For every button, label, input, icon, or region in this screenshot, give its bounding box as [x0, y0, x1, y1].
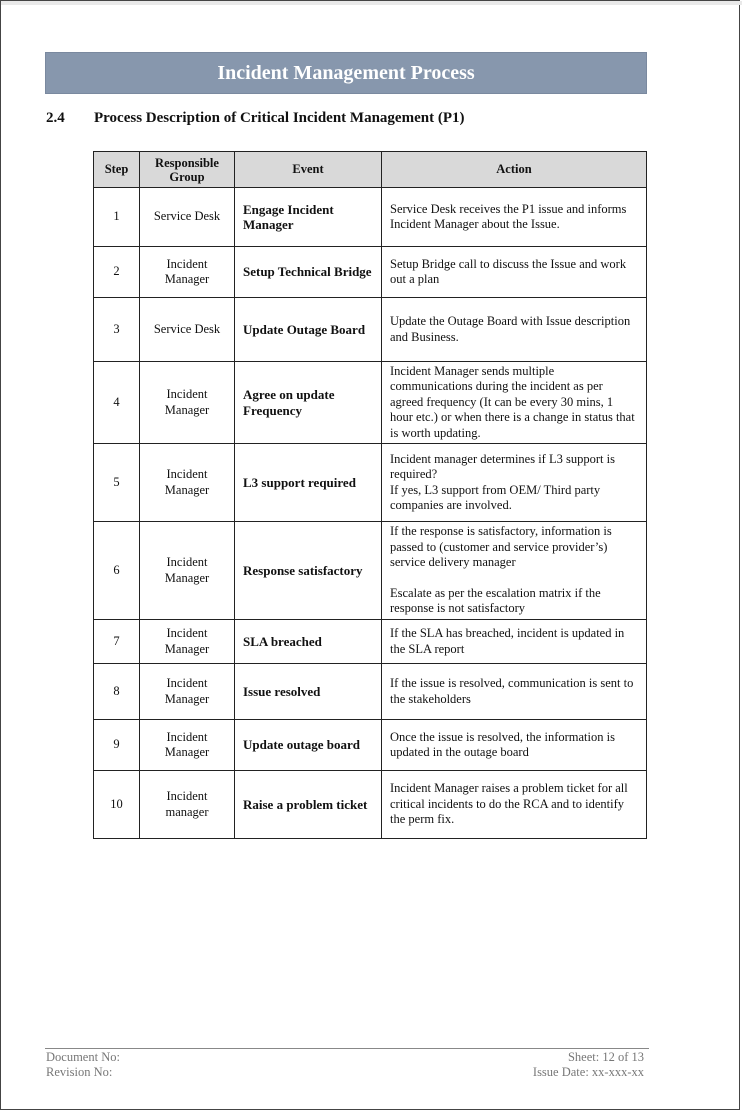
action-cell: [382, 522, 647, 620]
event-cell: L3 support required: [235, 444, 382, 522]
action-paragraph: If the SLA has breached, incident is updated in the SLA report: [390, 626, 625, 656]
action-paragraph: Incident Manager sends multiple communications during the incident as per agreed frequency (It can be every 30 mins, 1 hour etc.) or when there is a change in status that is worth updating.: [390, 363, 635, 440]
event-cell: Setup Technical Bridge: [235, 247, 382, 298]
step-cell: 8: [94, 664, 140, 720]
action-paragraph-gap: [390, 571, 638, 586]
responsible-group-cell: Incident Manager: [140, 444, 235, 522]
responsible-group-cell: Incident manager: [140, 771, 235, 839]
responsible-group-cell: Service Desk: [140, 298, 235, 362]
action-cell: [382, 362, 647, 444]
action-paragraph: If yes, L3 support from OEM/ Third party companies are involved.: [390, 482, 601, 512]
column-header-group: Responsible Group: [140, 152, 235, 188]
revision-number-label: Revision No:: [46, 1065, 113, 1079]
action-cell: [382, 247, 647, 298]
table-row: [94, 522, 647, 620]
responsible-group-cell: Incident Manager: [140, 247, 235, 298]
event-cell: Agree on update Frequency: [235, 362, 382, 444]
responsible-group-cell: Incident Manager: [140, 620, 235, 664]
event-cell: Response satisfactory: [235, 522, 382, 620]
table-row: [94, 664, 647, 720]
action-paragraph: If the response is satisfactory, information is passed to (customer and service provider’s) service delivery manager: [390, 524, 612, 570]
action-paragraph: Once the issue is resolved, the information is updated in the outage board: [390, 729, 615, 759]
step-cell: 2: [94, 247, 140, 298]
document-number-label: Document No:: [46, 1050, 120, 1064]
action-cell: [382, 664, 647, 720]
table-row: [94, 298, 647, 362]
action-paragraph: Incident manager determines if L3 support is required?: [390, 451, 615, 481]
action-cell: [382, 720, 647, 771]
page-top-strip: [1, 1, 742, 5]
responsible-group-cell: Incident Manager: [140, 720, 235, 771]
action-paragraph: Escalate as per the escalation matrix if the response is not satisfactory: [390, 585, 601, 616]
action-paragraph: Service Desk receives the P1 issue and informs Incident Manager about the Issue.: [390, 201, 627, 231]
action-paragraph: Setup Bridge call to discuss the Issue and work out a plan: [390, 256, 627, 286]
event-cell: Update outage board: [235, 720, 382, 771]
action-paragraph: If the issue is resolved, communication is sent to the stakeholders: [390, 676, 634, 706]
table-row: [94, 362, 647, 444]
event-cell: Raise a problem ticket: [235, 771, 382, 839]
column-header-step: Step: [94, 152, 140, 188]
action-cell: [382, 620, 647, 664]
responsible-group-cell: Incident Manager: [140, 522, 235, 620]
sheet-number: Sheet: 12 of 13: [567, 1050, 644, 1064]
responsible-group-cell: Service Desk: [140, 188, 235, 247]
table-row: [94, 247, 647, 298]
event-cell: Update Outage Board: [235, 298, 382, 362]
footer-divider: [45, 1048, 649, 1049]
step-cell: 10: [94, 771, 140, 839]
table-row: [94, 444, 647, 522]
section-title: Process Description of Critical Incident Management (P1): [94, 110, 465, 126]
title-banner: [45, 52, 647, 94]
column-header-action: Action: [382, 152, 647, 188]
table-row: [94, 620, 647, 664]
action-cell: [382, 298, 647, 362]
section-heading: [46, 110, 464, 127]
document-title: Incident Management Process: [217, 61, 475, 84]
responsible-group-cell: Incident Manager: [140, 664, 235, 720]
footer-left: [46, 1050, 120, 1080]
step-cell: 7: [94, 620, 140, 664]
action-paragraph: Incident Manager raises a problem ticket for all critical incidents to do the RCA and to identify the perm fix.: [390, 781, 628, 827]
column-header-event: Event: [235, 152, 382, 188]
step-cell: 6: [94, 522, 140, 620]
section-number: 2.4: [46, 110, 65, 126]
step-cell: 9: [94, 720, 140, 771]
step-cell: 3: [94, 298, 140, 362]
responsible-group-cell: Incident Manager: [140, 362, 235, 444]
action-paragraph: Update the Outage Board with Issue description and Business.: [390, 314, 631, 344]
step-cell: 5: [94, 444, 140, 522]
footer-right: [533, 1050, 644, 1080]
table-row: [94, 188, 647, 247]
table-row: [94, 771, 647, 839]
event-cell: SLA breached: [235, 620, 382, 664]
table-header-row: [94, 152, 647, 188]
event-cell: Issue resolved: [235, 664, 382, 720]
step-cell: 4: [94, 362, 140, 444]
action-cell: [382, 771, 647, 839]
step-cell: 1: [94, 188, 140, 247]
table-row: [94, 720, 647, 771]
action-cell: [382, 444, 647, 522]
process-table: [93, 151, 647, 839]
issue-date: Issue Date: xx-xxx-xx: [532, 1065, 644, 1079]
action-cell: [382, 188, 647, 247]
event-cell: Engage Incident Manager: [235, 188, 382, 247]
